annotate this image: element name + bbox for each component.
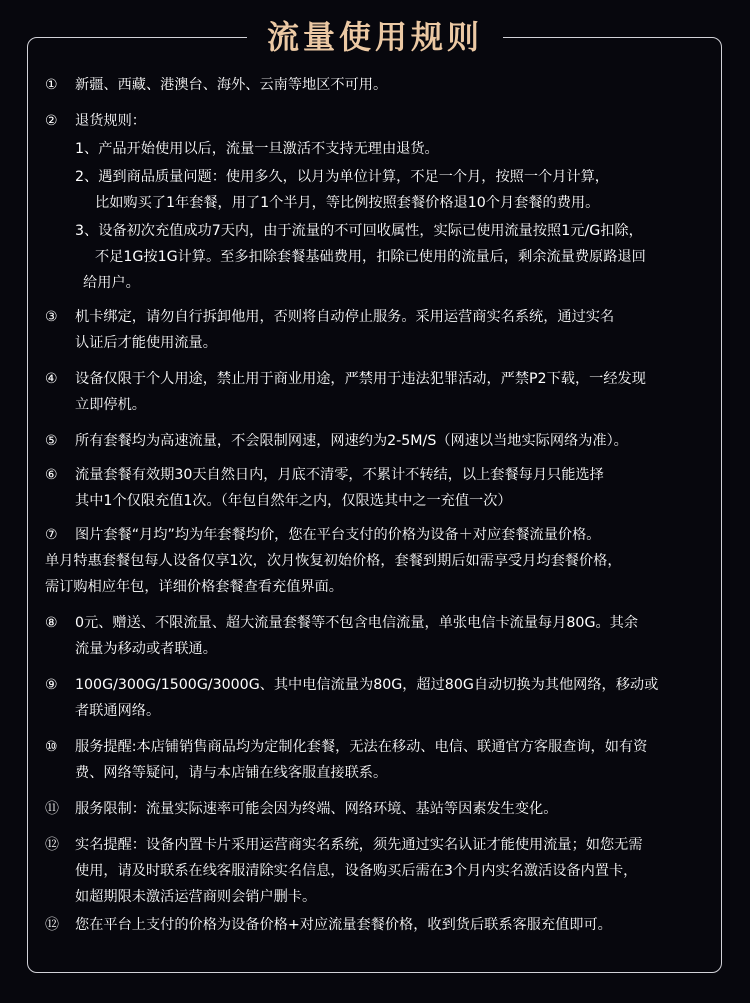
rule-number: ①: [45, 77, 58, 93]
rule-number: ⑤: [45, 433, 58, 449]
rule-number: ⑫: [45, 917, 59, 933]
return-rule-line: 比如购买了1年套餐，用了1个半月，等比例按照套餐价格退10个月套餐的费用。: [95, 195, 600, 211]
rule-line: 使用，请及时联系在线客服清除实名信息，设备购买后需在3个月内实名激活设备内置卡，: [75, 863, 638, 879]
rule-text: [75, 734, 710, 786]
rule-item: [45, 522, 710, 600]
return-rule-line: 不足1G按1G计算。至多扣除套餐基础费用，扣除已使用的流量后，剩余流量费原路退回: [95, 249, 646, 265]
rule-line: 需订购相应年包，详细价格套餐查看充值界面。: [45, 579, 343, 595]
return-rule-line: 3、设备初次充值成功7天内，由于流量的不可回收属性，实际已使用流量按照1元/G扣除，: [75, 223, 643, 239]
rule-number: ⑧: [45, 615, 58, 631]
rule-line: 实名提醒：设备内置卡片采用运营商实名系统，须先通过实名认证才能使用流量；如您无需: [75, 837, 643, 853]
rule-line: 者联通网络。: [75, 703, 161, 719]
rule-item: [45, 796, 710, 822]
rule-line: 设备仅限于个人用途，禁止用于商业用途，严禁用于违法犯罪活动，严禁P2下载，一经发现: [75, 371, 646, 387]
rule-number: ④: [45, 371, 58, 387]
rule-item: [45, 108, 710, 134]
rule-number: ②: [45, 113, 58, 129]
rule-item: [45, 72, 710, 98]
rule-text: [45, 522, 710, 600]
rule-line: 如超期限未激活运营商则会销户删卡。: [75, 889, 317, 905]
rule-item: [45, 672, 710, 724]
rule-number: ⑩: [45, 739, 58, 755]
rule-line: 100G/300G/1500G/3000G、其中电信流量为80G，超过80G自动切换为其他网络，移动或: [75, 677, 659, 693]
rule-text: [75, 304, 710, 356]
rule-item: [45, 366, 710, 418]
rule-line: 图片套餐“月均”均为年套餐均价，您在平台支付的价格为设备＋对应套餐流量价格。: [75, 527, 601, 543]
rule-line: 服务提醒:本店铺销售商品均为定制化套餐，无法在移动、电信、联通官方客服查询，如有资: [75, 739, 648, 755]
rules-list: [45, 70, 710, 938]
rule-text: [75, 832, 710, 910]
rule-number: ⑥: [45, 467, 58, 483]
rule-number: ③: [45, 309, 58, 325]
rule-text: [75, 366, 710, 418]
rule-item: [45, 912, 710, 938]
return-rule-line: 2、遇到商品质量问题：使用多久，以月为单位计算，不足一个月，按照一个月计算，: [75, 169, 609, 185]
rule-line: 其中1个仅限充值1次。（年包自然年之内，仅限选其中之一充值一次）: [75, 493, 512, 509]
return-rules: [75, 136, 710, 296]
rule-text: [75, 108, 710, 134]
rule-line: 0元、赠送、不限流量、超大流量套餐等不包含电信流量，单张电信卡流量每月80G。其余: [75, 615, 639, 631]
rule-text: [75, 462, 710, 514]
title-wrap: [0, 14, 750, 60]
rule-text: [75, 428, 710, 454]
rule-line: 机卡绑定，请勿自行拆卸他用，否则将自动停止服务。采用运营商实名系统，通过实名: [75, 309, 615, 325]
rule-line: 您在平台上支付的价格为设备价格+对应流量套餐价格，收到货后联系客服充值即可。: [75, 917, 612, 933]
rule-line: 单月特惠套餐包每人设备仅享1次，次月恢复初始价格，套餐到期后如需享受月均套餐价格，: [45, 553, 622, 569]
rule-line: 流量套餐有效期30天自然日内，月底不清零，不累计不转结，以上套餐每月只能选择: [75, 467, 604, 483]
return-rule-line: 给用户。: [83, 275, 140, 291]
rule-item: [45, 610, 710, 662]
rule-line: 新疆、西藏、港澳台、海外、云南等地区不可用。: [75, 77, 388, 93]
rule-item: [45, 734, 710, 786]
rule-line: 流量为移动或者联通。: [75, 641, 217, 657]
rule-number: ⑨: [45, 677, 58, 693]
page-title: 流量使用规则: [247, 14, 503, 60]
rule-text: [75, 796, 710, 822]
rule-item: [45, 304, 710, 356]
rule-number: ⑦: [45, 527, 58, 543]
rule-text: [75, 72, 710, 98]
rule-item: [45, 832, 710, 910]
rule-line: 退货规则：: [75, 113, 146, 129]
rule-line: 费、网络等疑问，请与本店铺在线客服直接联系。: [75, 765, 388, 781]
rule-number: ⑪: [45, 801, 59, 817]
rule-number: ⑫: [45, 837, 59, 853]
rule-line: 所有套餐均为高速流量，不会限制网速，网速约为2-5M/S（网速以当地实际网络为准）。: [75, 433, 628, 449]
rule-item: [45, 462, 710, 514]
rule-text: [75, 672, 710, 724]
rule-line: 服务限制：流量实际速率可能会因为终端、网络环境、基站等因素发生变化。: [75, 801, 558, 817]
rule-line: 认证后才能使用流量。: [75, 335, 217, 351]
rule-text: [75, 610, 710, 662]
rule-item: [45, 428, 710, 454]
rule-line: 立即停机。: [75, 397, 146, 413]
return-rule-line: 1、产品开始使用以后，流量一旦激活不支持无理由退货。: [75, 141, 439, 157]
rule-text: [75, 912, 710, 938]
